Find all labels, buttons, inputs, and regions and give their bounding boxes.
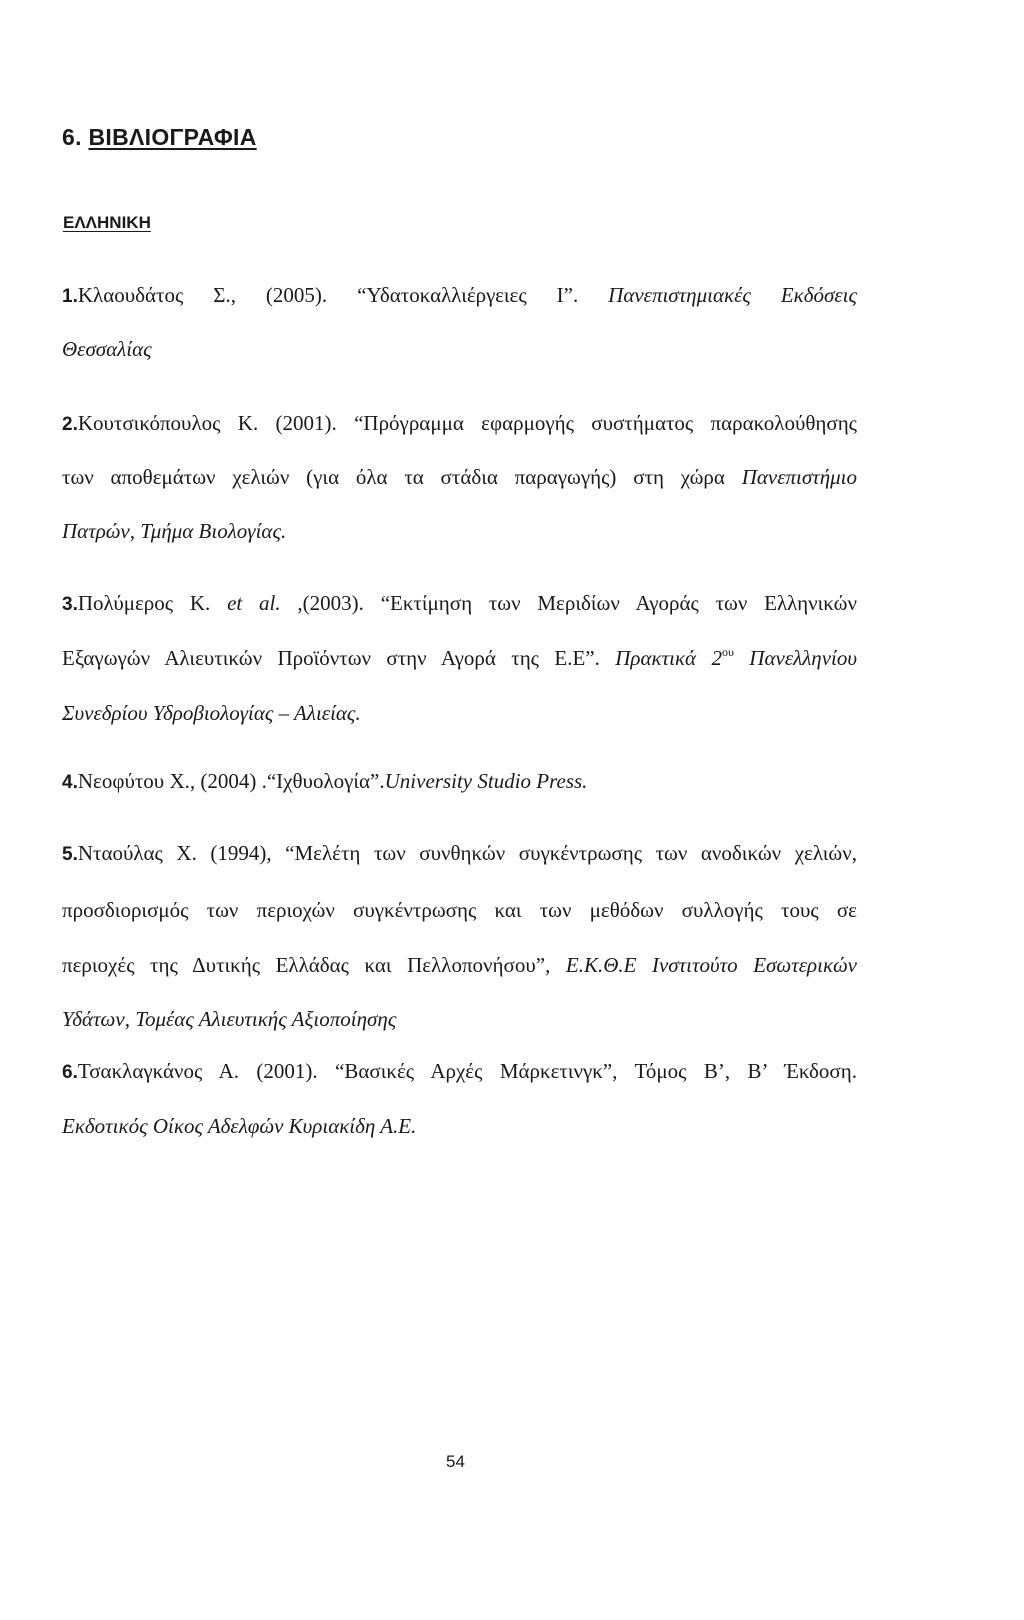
reference-number: 1. xyxy=(62,286,78,307)
reference-number: 6. xyxy=(62,1062,78,1083)
reference-1-line-1: 1.Κλαουδάτος Σ., (2005). “Υδατοκαλλιέργειες Ι”. Πανεπιστημιακές Εκδόσεις xyxy=(62,283,857,307)
reference-3-line-2: Εξαγωγών Αλιευτικών Προϊόντων στην Αγορά της Ε.Ε”. Πρακτικά $2^{o\upsilon}$ Πανελληνίου xyxy=(62,645,857,670)
reference-5-line-3: περιοχές της Δυτικής Ελλάδας και Πελλοπονήσου”, Ε.Κ.Θ.Ε Ινστιτούτο Εσωτερικών xyxy=(62,953,857,977)
reference-5-line-2: προσδιορισμός των περιοχών συγκέντρωσης και των μεθόδων συλλογής τους σε xyxy=(62,898,857,922)
reference-number: 4. xyxy=(62,772,78,793)
reference-2-line-1: 2.Κουτσικόπουλος Κ. (2001). “Πρόγραμμα εφαρμογής συστήματος παρακολούθησης xyxy=(62,411,857,435)
section-number: 6. xyxy=(62,124,82,150)
reference-1-line-2: Θεσσαλίας xyxy=(62,337,152,361)
reference-2-line-2: των αποθεμάτων χελιών (για όλα τα στάδια παραγωγής) στη χώρα Πανεπιστήμιο xyxy=(62,465,857,489)
reference-4-line-1: 4.Νεοφύτου Χ., (2004) .“Ιχθυολογία”.University Studio Press. xyxy=(62,769,588,793)
reference-5-line-1: 5.Νταούλας Χ. (1994), “Μελέτη των συνθηκών συγκέντρωσης των ανοδικών χελιών, xyxy=(62,841,857,865)
reference-3-line-3: Συνεδρίου Υδροβιολογίας – Αλιείας. xyxy=(62,701,361,725)
reference-5-line-4: Υδάτων, Τομέας Αλιευτικής Αξιοποίησης xyxy=(62,1007,397,1031)
section-title: ΒΙΒΛΙΟΓΡΑΦΙΑ xyxy=(88,124,257,150)
page-number: 54 xyxy=(446,1452,465,1471)
reference-6-line-1: 6.Τσακλαγκάνος Α. (2001). “Βασικές Αρχές Μάρκετινγκ”, Τόμος Β’, Β’ Έκδοση. xyxy=(62,1059,857,1083)
subsection-heading: ΕΛΛΗΝΙΚΗ xyxy=(63,213,151,232)
reference-6-line-2: Εκδοτικός Οίκος Αδελφών Κυριακίδη Α.Ε. xyxy=(62,1114,417,1138)
reference-2-line-3: Πατρών, Τμήμα Βιολογίας. xyxy=(62,519,287,543)
reference-3-line-1: 3.Πολύμερος Κ. et al. ,(2003). “Εκτίμηση των Μεριδίων Αγοράς των Ελληνικών xyxy=(62,591,857,615)
reference-number: 5. xyxy=(62,844,78,865)
section-heading xyxy=(62,124,257,151)
reference-number: 2. xyxy=(62,414,78,435)
reference-number: 3. xyxy=(62,594,78,615)
